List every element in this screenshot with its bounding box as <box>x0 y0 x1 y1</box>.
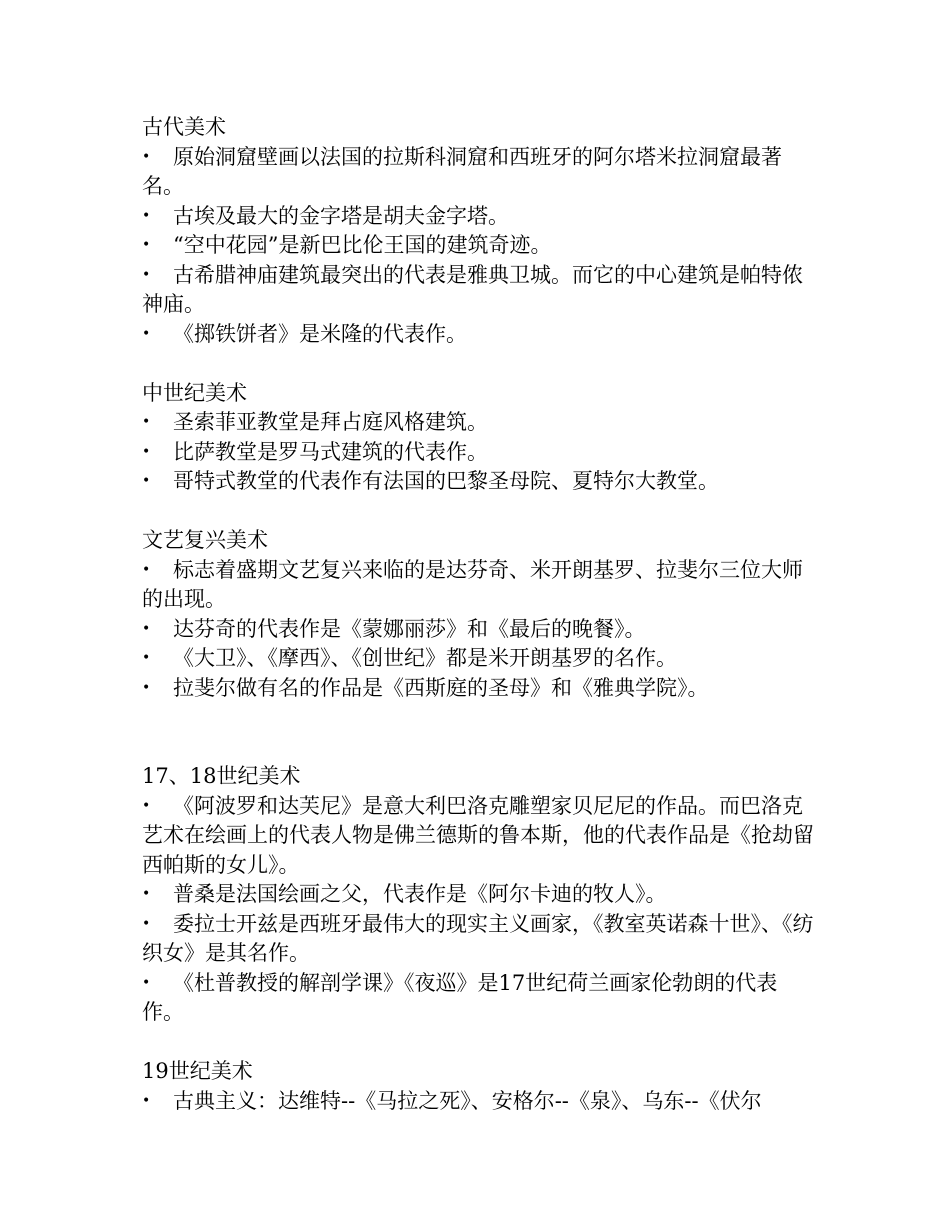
section-heading: 17、18世纪美术 <box>142 764 301 788</box>
bullet-icon: • <box>142 886 151 902</box>
bullet-icon: • <box>142 473 151 489</box>
bullet-icon: • <box>142 650 151 666</box>
bullet-icon: • <box>142 266 151 283</box>
list-item <box>142 644 814 674</box>
bullet-icon: • <box>142 148 151 165</box>
section-ancient-art <box>142 113 814 349</box>
section-19th-century-art <box>142 1057 814 1116</box>
list-item-text: 哥特式教堂的代表作有法国的巴黎圣母院、夏特尔大教堂。 <box>173 469 719 493</box>
list-item-text: 《大卫》、《摩西》、《创世纪》都是米开朗基罗的名作。 <box>173 646 677 670</box>
bullet-icon: • <box>142 679 151 696</box>
list-item <box>142 969 814 1028</box>
bullet-icon: • <box>142 974 151 991</box>
section-heading: 文艺复兴美术 <box>142 528 268 552</box>
list-item <box>142 792 814 881</box>
list-item <box>142 438 814 468</box>
list-item <box>142 467 814 497</box>
bullet-icon: • <box>142 414 151 430</box>
list-item-text: 原始洞窟壁画以法国的拉斯科洞窟和西班牙的阿尔塔米拉洞窟最著名。 <box>142 144 782 198</box>
list-item <box>142 880 814 910</box>
list-item-text: 《阿波罗和达芙尼》是意大利巴洛克雕塑家贝尼尼的作品。而巴洛克艺术在绘画上的代表人物是佛兰德斯的鲁本斯，他的代表作品是《抢劫留西帕斯的女儿》。 <box>142 793 814 877</box>
list-item-text: 古埃及最大的金字塔是胡夫金字塔。 <box>173 203 509 228</box>
bullet-icon: • <box>142 1092 151 1109</box>
list-item-text: 《掷铁饼者》是米隆的代表作。 <box>173 321 467 346</box>
bullet-icon: • <box>142 325 151 342</box>
list-item-text: 拉斐尔做有名的作品是《西斯庭的圣母》和《雅典学院》。 <box>173 675 709 700</box>
list-item <box>142 261 814 320</box>
bullet-icon: • <box>142 620 151 637</box>
list-item <box>142 408 814 438</box>
list-item <box>142 320 814 350</box>
list-item-text: 圣索菲亚教堂是拜占庭风格建筑。 <box>173 410 488 434</box>
list-item-text: 比萨教堂是罗马式建筑的代表作。 <box>173 439 488 464</box>
list-item-text: 委拉士开兹是西班牙最伟大的现实主义画家，《教室英诺森十世》、《纺织女》是其名作。 <box>142 911 814 965</box>
list-item-text: 标志着盛期文艺复兴来临的是达芬奇、米开朗基罗、拉斐尔三位大师的出现。 <box>142 557 803 611</box>
list-item <box>142 1087 814 1117</box>
list-item <box>142 202 814 232</box>
section-17-18th-century-art <box>142 762 814 1028</box>
document-page <box>142 113 814 1116</box>
list-item <box>142 231 814 261</box>
section-heading: 古代美术 <box>142 115 226 139</box>
list-item <box>142 910 814 969</box>
bullet-icon: • <box>142 797 151 814</box>
section-renaissance-art <box>142 526 814 703</box>
list-item <box>142 143 814 202</box>
bullet-icon: • <box>142 443 151 460</box>
list-item <box>142 615 814 645</box>
list-item <box>142 674 814 704</box>
list-item-text: 古希腊神庙建筑最突出的代表是雅典卫城。而它的中心建筑是帕特侬神庙。 <box>142 262 803 316</box>
section-heading: 中世纪美术 <box>142 380 247 405</box>
section-medieval-art <box>142 379 814 497</box>
list-item <box>142 556 814 615</box>
bullet-icon: • <box>142 915 151 932</box>
list-item-text: 达芬奇的代表作是《蒙娜丽莎》和《最后的晚餐》。 <box>173 616 646 641</box>
bullet-icon: • <box>142 237 151 253</box>
list-item-text: 普桑是法国绘画之父，代表作是《阿尔卡迪的牧人》。 <box>173 882 667 906</box>
list-item-text: “空中花园”是新巴比伦王国的建筑奇迹。 <box>173 233 552 257</box>
bullet-icon: • <box>142 561 151 578</box>
bullet-icon: • <box>142 207 151 224</box>
list-item-text: 古典主义：达维特--《马拉之死》、安格尔--《泉》、乌东--《伏尔 <box>173 1088 762 1113</box>
section-heading: 19世纪美术 <box>142 1059 253 1083</box>
list-item-text: 《杜普教授的解剖学课》《夜巡》是17世纪荷兰画家伦勃朗的代表作。 <box>142 970 778 1024</box>
